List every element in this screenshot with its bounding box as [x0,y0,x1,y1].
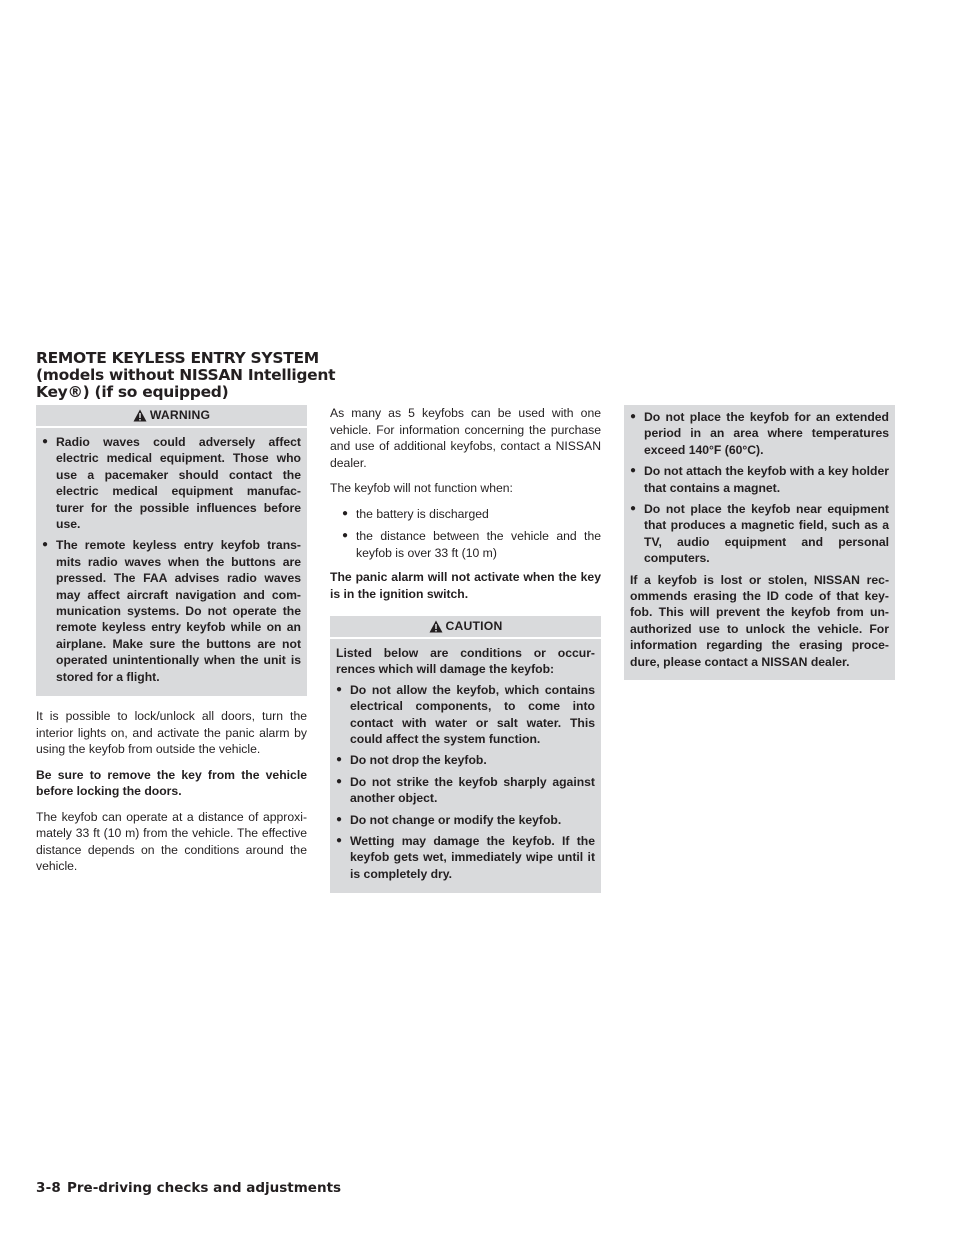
list-item: ● Do not allow the keyfob, which contains electrical components, to come into contact with water or salt water. This could affect the system function. [336,682,595,748]
caution-header [330,616,601,639]
column-2 [330,405,601,905]
warning-list [42,434,301,685]
section-title: Pre-driving checks and adjustments [67,1180,342,1196]
list-item: ● Do not place the keyfob near equipment that produces a magnetic field, such as a TV, audio equipment and personal computers. [630,501,889,567]
page-footer [36,1180,341,1196]
paragraph: As many as 5 keyfobs can be used with one vehicle. For information concerning the purchase and use of additional keyfobs, contact a NISSAN dealer. [330,406,601,470]
list-item: ● Wetting may damage the keyfob. If the keyfob gets wet, immediately wipe until it is completely dry. [336,833,595,882]
warning-triangle-icon [133,409,147,422]
column-1 [36,405,307,884]
caution-list-continued [630,409,889,567]
warning-triangle-icon [429,620,443,633]
warning-title: WARNING [149,408,211,423]
paragraph: It is possible to lock/unlock all doors, turn the interior lights on, and activate the panic alarm by using the keyfob from outside the vehicle. [36,709,307,757]
caution-intro: Listed below are conditions or occur- rences which will damage the keyfob: [336,646,595,677]
paragraph-bold: Be sure to remove the key from the vehicle before locking the doors. [36,767,307,799]
list-item: ● Do not change or modify the keyfob. [336,812,595,828]
section-heading-line: REMOTE KEYLESS ENTRY SYSTEM [36,349,319,367]
list-item: ● Do not drop the keyfob. [336,752,595,768]
caution-title: CAUTION [445,619,503,634]
section-heading-line: (models without NISSAN Intelligent [36,366,336,384]
warning-header [36,405,307,428]
caution-closing: If a keyfob is lost or stolen, NISSAN rec- ommends erasing the ID code of that key- fob. This will prevent the keyfob from un- authorized use to unlock the vehicle. For information regarding the erasing proce- dure, please contact a NISSAN dealer. [630,572,889,669]
caution-box-continued [624,405,895,680]
column-3 [624,405,895,692]
section-heading [36,350,336,401]
list-item: ● Do not strike the keyfob sharply against another object. [336,774,595,807]
paragraph: The keyfob will not function when: [330,481,513,495]
caution-box [330,616,601,893]
page-number: 3-8 [36,1180,61,1196]
section-heading-line: Key®) (if so equipped) [36,383,229,401]
list-item: ● The remote keyless entry keyfob trans- mits radio waves when the buttons are pressed. The FAA advises radio waves may affect aircraft navigation and com- munication systems. Do not operate the remote keyless entry keyfob while on an airplane. Make sure the buttons are not operated unintentionally when the unit is stored for a flight. [42,537,301,685]
paragraph: The keyfob can operate at a distance of approxi- mately 33 ft (10 m) from the vehicle. The effective distance depends on the conditions around the vehicle. [36,809,307,874]
warning-box [36,405,307,696]
caution-list [336,682,595,882]
condition-list [330,506,601,562]
list-item: ● Radio waves could adversely affect electric medical equipment. Those who use a pacemaker should contact the electric medical equipment manufac- turer for the possible influences before use. [42,434,301,532]
list-item: ● Do not place the keyfob for an extended period in an area where temperatures exceed 140°F (60°C). [630,409,889,458]
paragraph-bold: The panic alarm will not activate when the key is in the ignition switch. [330,570,601,601]
list-item: ● Do not attach the keyfob with a key holder that contains a magnet. [630,463,889,496]
list-item: ● the distance between the vehicle and the keyfob is over 33 ft (10 m) [342,528,601,561]
list-item: ● the battery is discharged [342,506,601,523]
